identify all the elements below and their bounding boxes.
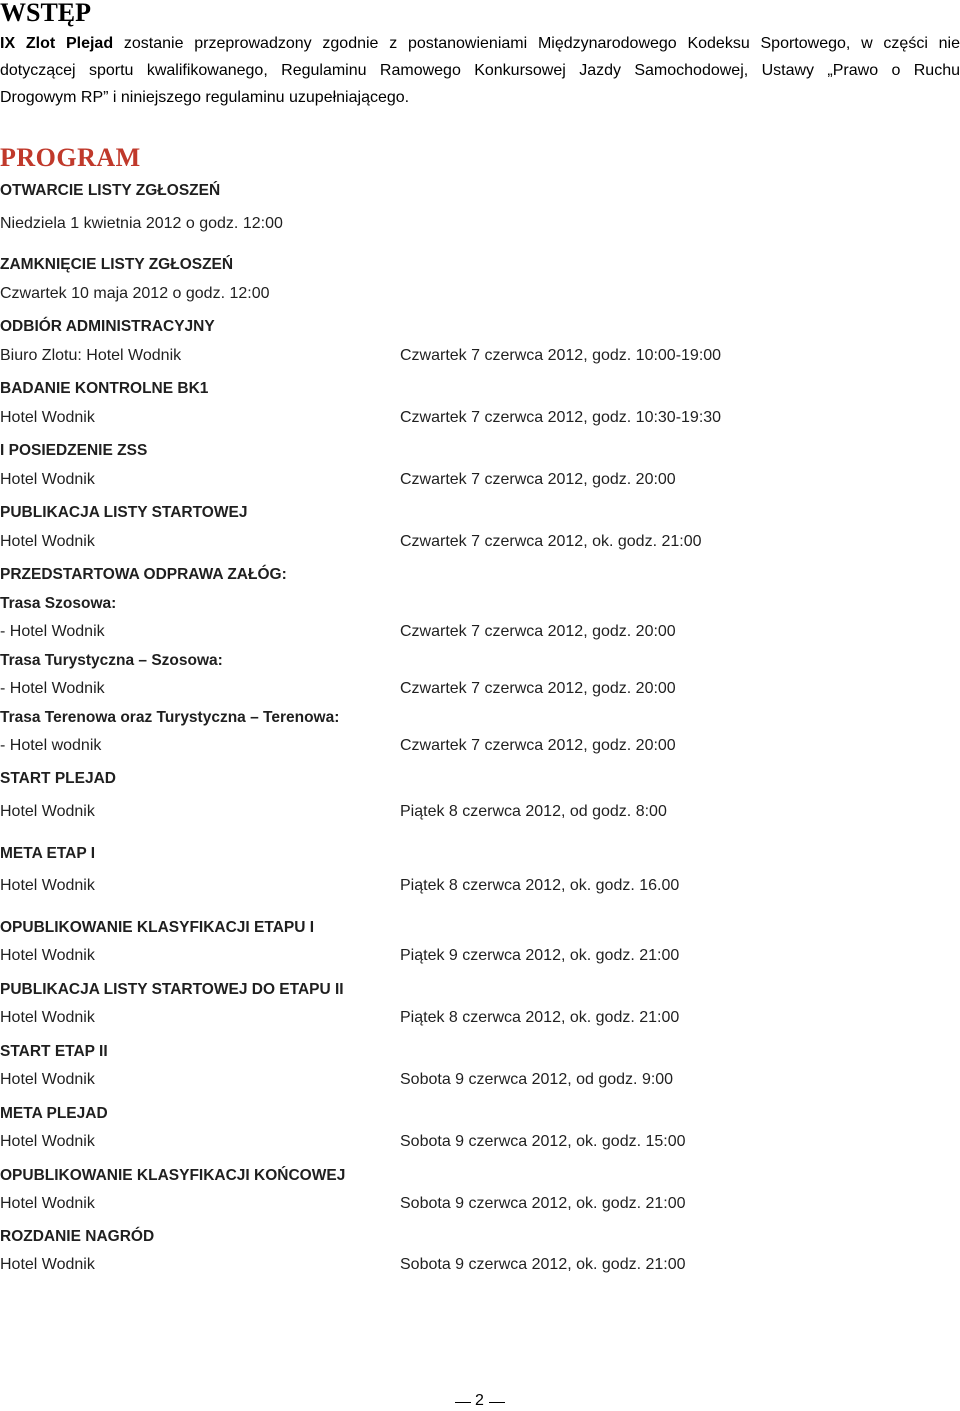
program-place: Hotel Wodnik bbox=[0, 803, 95, 820]
intro-paragraph bbox=[0, 30, 960, 111]
program-date: Piątek 9 czerwca 2012, ok. godz. 21:00 bbox=[400, 947, 680, 964]
program-date: Czwartek 7 czerwca 2012, godz. 20:00 bbox=[400, 737, 676, 754]
program-date: Sobota 9 czerwca 2012, ok. godz. 15:00 bbox=[400, 1133, 686, 1150]
intro-line-1-rest: zostanie przeprowadzony zgodnie z postanowieniami Międzynarodowego Kodeksu Sportowego, w części nie bbox=[113, 35, 960, 52]
program-date: Piątek 8 czerwca 2012, ok. godz. 21:00 bbox=[400, 1009, 680, 1026]
page-number: 2 bbox=[475, 1392, 484, 1409]
program-heading: START PLEJAD bbox=[0, 770, 116, 787]
program-place: Czwartek 10 maja 2012 o godz. 12:00 bbox=[0, 285, 270, 302]
program-date: Czwartek 7 czerwca 2012, godz. 10:00-19:00 bbox=[400, 347, 722, 364]
program-place: Hotel Wodnik bbox=[0, 1133, 95, 1150]
program-heading: START ETAP II bbox=[0, 1043, 108, 1060]
program-place: - Hotel Wodnik bbox=[0, 623, 105, 640]
intro-line-3: Drogowym RP” i niniejszego regulaminu uzupełniającego. bbox=[0, 89, 410, 106]
program-date: Piątek 8 czerwca 2012, ok. godz. 16.00 bbox=[400, 877, 680, 894]
page-number-rule-right bbox=[489, 1402, 505, 1403]
intro-line-2: dotyczącej sportu kwalifikowanego, Regulaminu Ramowego Konkursowej Jazdy Samochodowej, Ustawy „Prawo o Ruchu bbox=[0, 62, 960, 79]
program-heading: BADANIE KONTROLNE BK1 bbox=[0, 380, 209, 397]
program-date: Sobota 9 czerwca 2012, od godz. 9:00 bbox=[400, 1071, 674, 1088]
program-date: Sobota 9 czerwca 2012, ok. godz. 21:00 bbox=[400, 1195, 686, 1212]
program-heading: ZAMKNIĘCIE LISTY ZGŁOSZEŃ bbox=[0, 256, 234, 273]
program-place: Hotel Wodnik bbox=[0, 533, 95, 550]
program-heading: PUBLIKACJA LISTY STARTOWEJ DO ETAPU II bbox=[0, 981, 344, 998]
program-place: Hotel Wodnik bbox=[0, 1071, 95, 1088]
program-place: Hotel Wodnik bbox=[0, 1195, 95, 1212]
program-place: - Hotel wodnik bbox=[0, 737, 102, 754]
program-heading: PUBLIKACJA LISTY STARTOWEJ bbox=[0, 504, 248, 521]
intro-lead: IX Zlot Plejad bbox=[0, 35, 114, 52]
program-place: Hotel Wodnik bbox=[0, 1009, 95, 1026]
program-heading: ROZDANIE NAGRÓD bbox=[0, 1228, 155, 1245]
program-date: Czwartek 7 czerwca 2012, godz. 20:00 bbox=[400, 680, 676, 697]
program-place: Hotel Wodnik bbox=[0, 877, 95, 894]
program-date: Piątek 8 czerwca 2012, od godz. 8:00 bbox=[400, 803, 667, 820]
program-heading: META ETAP I bbox=[0, 845, 96, 862]
program-heading: OPUBLIKOWANIE KLASYFIKACJI ETAPU I bbox=[0, 919, 315, 936]
program-place: Hotel Wodnik bbox=[0, 471, 95, 488]
program-subheading: Trasa Terenowa oraz Turystyczna – Terenowa: bbox=[0, 709, 340, 726]
program-heading: PRZEDSTARTOWA ODPRAWA ZAŁÓG: bbox=[0, 566, 287, 583]
program-heading: OTWARCIE LISTY ZGŁOSZEŃ bbox=[0, 182, 221, 199]
program-place: - Hotel Wodnik bbox=[0, 680, 105, 697]
program-heading: ODBIÓR ADMINISTRACYJNY bbox=[0, 318, 215, 335]
program-date: Czwartek 7 czerwca 2012, godz. 10:30-19:30 bbox=[400, 409, 722, 426]
program-place: Niedziela 1 kwietnia 2012 o godz. 12:00 bbox=[0, 215, 283, 232]
program-place: Biuro Zlotu: Hotel Wodnik bbox=[0, 347, 182, 364]
program-place: Hotel Wodnik bbox=[0, 409, 95, 426]
program-subheading: Trasa Turystyczna – Szosowa: bbox=[0, 652, 223, 669]
program-date: Czwartek 7 czerwca 2012, godz. 20:00 bbox=[400, 623, 676, 640]
page-number-rule-left bbox=[455, 1402, 471, 1403]
program-heading: I POSIEDZENIE ZSS bbox=[0, 442, 148, 459]
program-place: Hotel Wodnik bbox=[0, 947, 95, 964]
program-date: Sobota 9 czerwca 2012, ok. godz. 21:00 bbox=[400, 1256, 686, 1273]
program-date: Czwartek 7 czerwca 2012, godz. 20:00 bbox=[400, 471, 676, 488]
section-title-program: PROGRAM bbox=[0, 143, 141, 172]
section-title-wstep: WSTĘP bbox=[0, 0, 92, 27]
program-subheading: Trasa Szosowa: bbox=[0, 595, 117, 612]
intro-line-1 bbox=[0, 30, 960, 57]
program-heading: OPUBLIKOWANIE KLASYFIKACJI KOŃCOWEJ bbox=[0, 1167, 346, 1184]
program-heading: META PLEJAD bbox=[0, 1105, 108, 1122]
program-date: Czwartek 7 czerwca 2012, ok. godz. 21:00 bbox=[400, 533, 702, 550]
program-place: Hotel Wodnik bbox=[0, 1256, 95, 1273]
